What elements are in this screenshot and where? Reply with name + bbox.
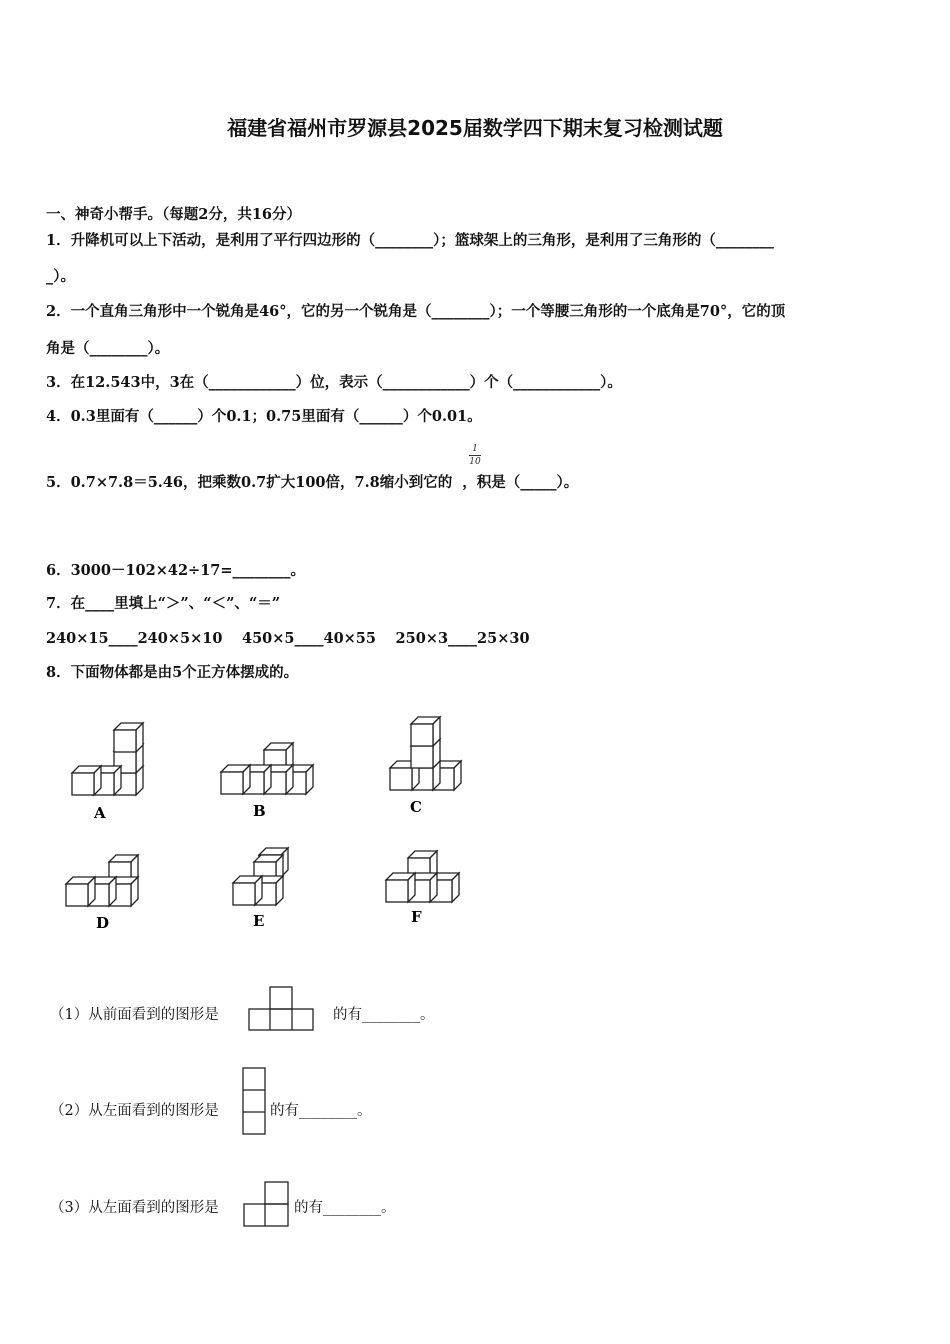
subquestion-3-suffix: 的有________。	[294, 1200, 396, 1216]
page-title: 福建省福州市罗源县2025届数学四下期末复习检测试题	[227, 116, 723, 140]
subquestion-2-prefix: （2）从左面看到的图形是	[50, 1103, 219, 1119]
fraction-numerator: 1	[472, 444, 478, 454]
question-7: 7．在____里填上“＞”、“＜”、“＝”	[46, 595, 281, 612]
question-1-line-1: 1．升降机可以上下活动，是利用了平行四边形的（________）；篮球架上的三角形，是利用了三角形的（________	[46, 232, 774, 249]
figure-label-b: B	[253, 802, 266, 820]
figure-label-f: F	[411, 908, 422, 926]
question-5-text-before: 5．0.7×7.8＝5.46，把乘数0.7扩大100倍，7.8缩小到它的	[46, 474, 453, 491]
subquestion-3-prefix: （3）从左面看到的图形是	[50, 1200, 219, 1216]
fraction-one-tenth	[467, 444, 483, 467]
question-2-line-1: 2．一个直角三角形中一个锐角是46°，它的另一个锐角是（________）；一个等腰三角形的一个底角是70°，它的顶	[46, 303, 786, 320]
question-3: 3．在12.543中，3在（____________）位，表示（____________）个（____________）。	[46, 374, 622, 391]
subquestion-2-suffix: 的有________。	[270, 1103, 372, 1119]
figure-label-e: E	[253, 912, 265, 930]
left-view-shape-3	[243, 1181, 293, 1229]
cube-figure-e	[233, 848, 288, 905]
question-2-line-2: 角是（________）。	[46, 340, 170, 357]
question-1-line-2: _）。	[46, 268, 75, 285]
cube-figures	[0, 700, 950, 950]
fraction-denominator: 10	[469, 457, 481, 467]
cube-figure-a	[72, 723, 143, 795]
cube-figure-b	[221, 743, 313, 794]
question-7-items: 240×15____240×5×10 450×5____40×55 250×3____25×30	[46, 630, 530, 647]
figure-label-a: A	[94, 804, 106, 822]
section-heading: 一、神奇小帮手。（每题2分，共16分）	[46, 206, 302, 223]
question-8: 8．下面物体都是由5个正方体摆成的。	[46, 664, 299, 681]
figure-label-c: C	[410, 798, 422, 816]
left-view-shape-2	[242, 1066, 270, 1138]
figure-label-d: D	[96, 914, 110, 932]
subquestion-1-prefix: （1）从前面看到的图形是	[50, 1007, 219, 1023]
question-5-text-after: ，积是（_____）。	[462, 474, 579, 491]
question-4: 4．0.3里面有（______）个0.1；0.75里面有（______）个0.01。	[46, 408, 482, 425]
question-5	[46, 471, 578, 492]
front-view-shape-1	[248, 986, 316, 1032]
cube-figure-f	[386, 851, 459, 902]
question-6: 6．3000－102×42÷17=________。	[46, 562, 306, 579]
cube-figure-c	[390, 717, 461, 790]
subquestion-1-suffix: 的有________。	[333, 1007, 435, 1023]
cube-figure-d	[66, 855, 138, 906]
